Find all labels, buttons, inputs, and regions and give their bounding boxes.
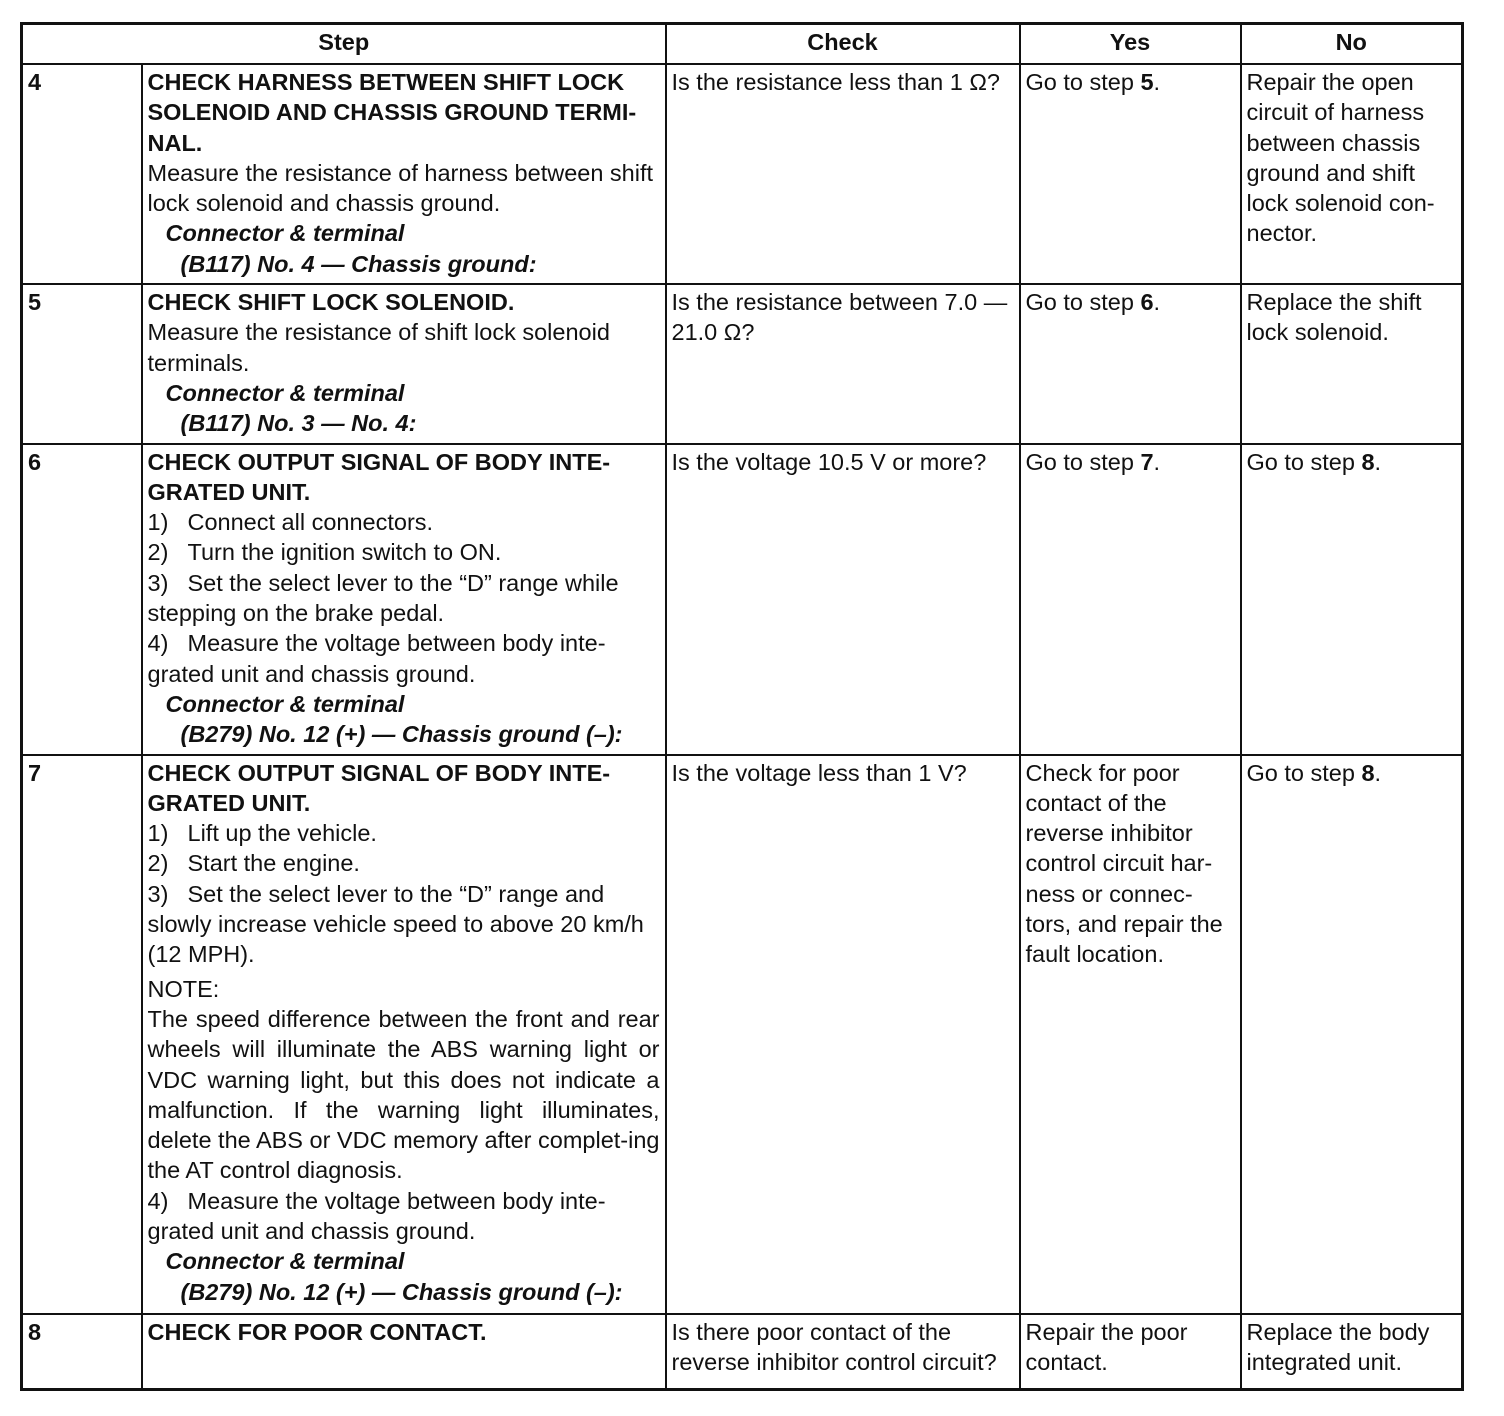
no-cell: Replace the shift lock solenoid. — [1241, 284, 1463, 443]
connector-value: (B279) No. 12 (+) — Chassis ground (–): — [180, 1278, 623, 1305]
table-row-step-4 — [22, 64, 1463, 284]
no-cell: Repair the open circuit of harness between chassis ground and shift lock solenoid con-nector. — [1241, 64, 1463, 284]
step-description — [142, 755, 666, 1314]
list-item: 2) Turn the ignition switch to ON. — [147, 539, 502, 566]
table-row-step-6 — [22, 444, 1463, 755]
connector-label: Connector & terminal — [165, 379, 405, 406]
step-header: Step — [22, 24, 666, 65]
no-step-link: 8 — [1361, 448, 1375, 475]
table-row-step-8 — [22, 1314, 1463, 1390]
table-row-step-5 — [22, 284, 1463, 443]
connector-value: (B117) No. 4 — Chassis ground: — [180, 250, 537, 277]
no-cell: Replace the body integrated unit. — [1241, 1314, 1463, 1390]
yes-prefix: Go to step — [1025, 69, 1141, 95]
check-cell: Is the voltage 10.5 V or more? — [666, 444, 1020, 755]
no-header: No — [1241, 24, 1463, 65]
step-title: CHECK OUTPUT SIGNAL OF BODY INTE-GRATED UNIT. — [147, 759, 611, 816]
yes-cell: Check for poor contact of the reverse inhibitor control circuit har-ness or connec-tors, and repair the fault location. — [1020, 755, 1241, 1314]
yes-prefix: Go to step — [1025, 448, 1141, 475]
yes-suffix: . — [1153, 69, 1161, 95]
check-cell: Is the voltage less than 1 V? — [666, 755, 1020, 1314]
step-description — [142, 444, 666, 755]
yes-step-link: 5 — [1140, 69, 1154, 95]
list-item: 4) Measure the voltage between body inte-grated unit and chassis ground. — [147, 1187, 606, 1245]
no-cell — [1241, 444, 1463, 755]
check-cell: Is the resistance between 7.0 — 21.0 Ω? — [666, 284, 1020, 443]
step-instruction: Measure the resistance of shift lock solenoid terminals. — [147, 319, 610, 376]
step-description — [142, 1314, 666, 1390]
check-header: Check — [666, 24, 1020, 65]
connector-value: (B117) No. 3 — No. 4: — [180, 410, 417, 437]
table-row-step-7 — [22, 755, 1463, 1314]
connector-label: Connector & terminal — [165, 690, 405, 717]
yes-cell — [1020, 284, 1241, 443]
step-number: 5 — [22, 284, 142, 443]
header-row — [22, 24, 1463, 65]
list-item: 2) Start the engine. — [147, 850, 360, 877]
list-item: 1) Connect all connectors. — [147, 509, 434, 536]
yes-step-link: 6 — [1140, 289, 1154, 316]
list-item: 3) Set the select lever to the “D” range and slowly increase vehicle speed to above 20 km/h (12 MPH). — [147, 880, 644, 968]
connector-value: (B279) No. 12 (+) — Chassis ground (–): — [180, 721, 623, 748]
connector-label: Connector & terminal — [165, 1248, 405, 1275]
yes-suffix: . — [1153, 448, 1161, 475]
no-suffix: . — [1374, 759, 1382, 786]
check-cell: Is there poor contact of the reverse inhibitor control circuit? — [666, 1314, 1020, 1390]
no-prefix: Go to step — [1246, 759, 1362, 786]
check-cell: Is the resistance less than 1 Ω? — [666, 64, 1020, 284]
step-description — [142, 284, 666, 443]
diagnostic-procedure-table — [20, 22, 1464, 1391]
note-label: NOTE: — [147, 975, 220, 1002]
no-suffix: . — [1374, 448, 1382, 475]
no-cell — [1241, 755, 1463, 1314]
yes-suffix: . — [1153, 289, 1161, 316]
step-number: 8 — [22, 1314, 142, 1390]
yes-header: Yes — [1020, 24, 1241, 65]
step-title: CHECK OUTPUT SIGNAL OF BODY INTE-GRATED UNIT. — [147, 448, 611, 505]
connector-label: Connector & terminal — [165, 220, 405, 247]
step-number: 7 — [22, 755, 142, 1314]
step-instruction: Measure the resistance of harness between shift lock solenoid and chassis ground. — [147, 159, 654, 217]
yes-prefix: Go to step — [1025, 289, 1141, 316]
list-item: 3) Set the select lever to the “D” range while stepping on the brake pedal. — [147, 569, 619, 627]
list-item: 4) Measure the voltage between body inte-grated unit and chassis ground. — [147, 630, 606, 687]
yes-cell — [1020, 444, 1241, 755]
step-title: CHECK FOR POOR CONTACT. — [147, 1318, 487, 1345]
no-prefix: Go to step — [1246, 448, 1362, 475]
yes-cell — [1020, 64, 1241, 284]
yes-cell: Repair the poor contact. — [1020, 1314, 1241, 1390]
step-title: CHECK HARNESS BETWEEN SHIFT LOCK SOLENOID AND CHASSIS GROUND TERMI-NAL. — [147, 69, 637, 156]
yes-step-link: 7 — [1140, 448, 1154, 475]
step-title: CHECK SHIFT LOCK SOLENOID. — [147, 289, 515, 316]
step-description — [142, 64, 666, 284]
list-item: 1) Lift up the vehicle. — [147, 820, 377, 847]
note-text: The speed difference between the front and rear wheels will illuminate the ABS warning light or VDC warning light, but this does not indicate a malfunction. If the warning light illuminates, delete the ABS or VDC memory after complet-ing the AT control diagnosis. — [147, 1005, 660, 1184]
step-number: 4 — [22, 64, 142, 284]
step-number: 6 — [22, 444, 142, 755]
no-step-link: 8 — [1361, 759, 1375, 786]
